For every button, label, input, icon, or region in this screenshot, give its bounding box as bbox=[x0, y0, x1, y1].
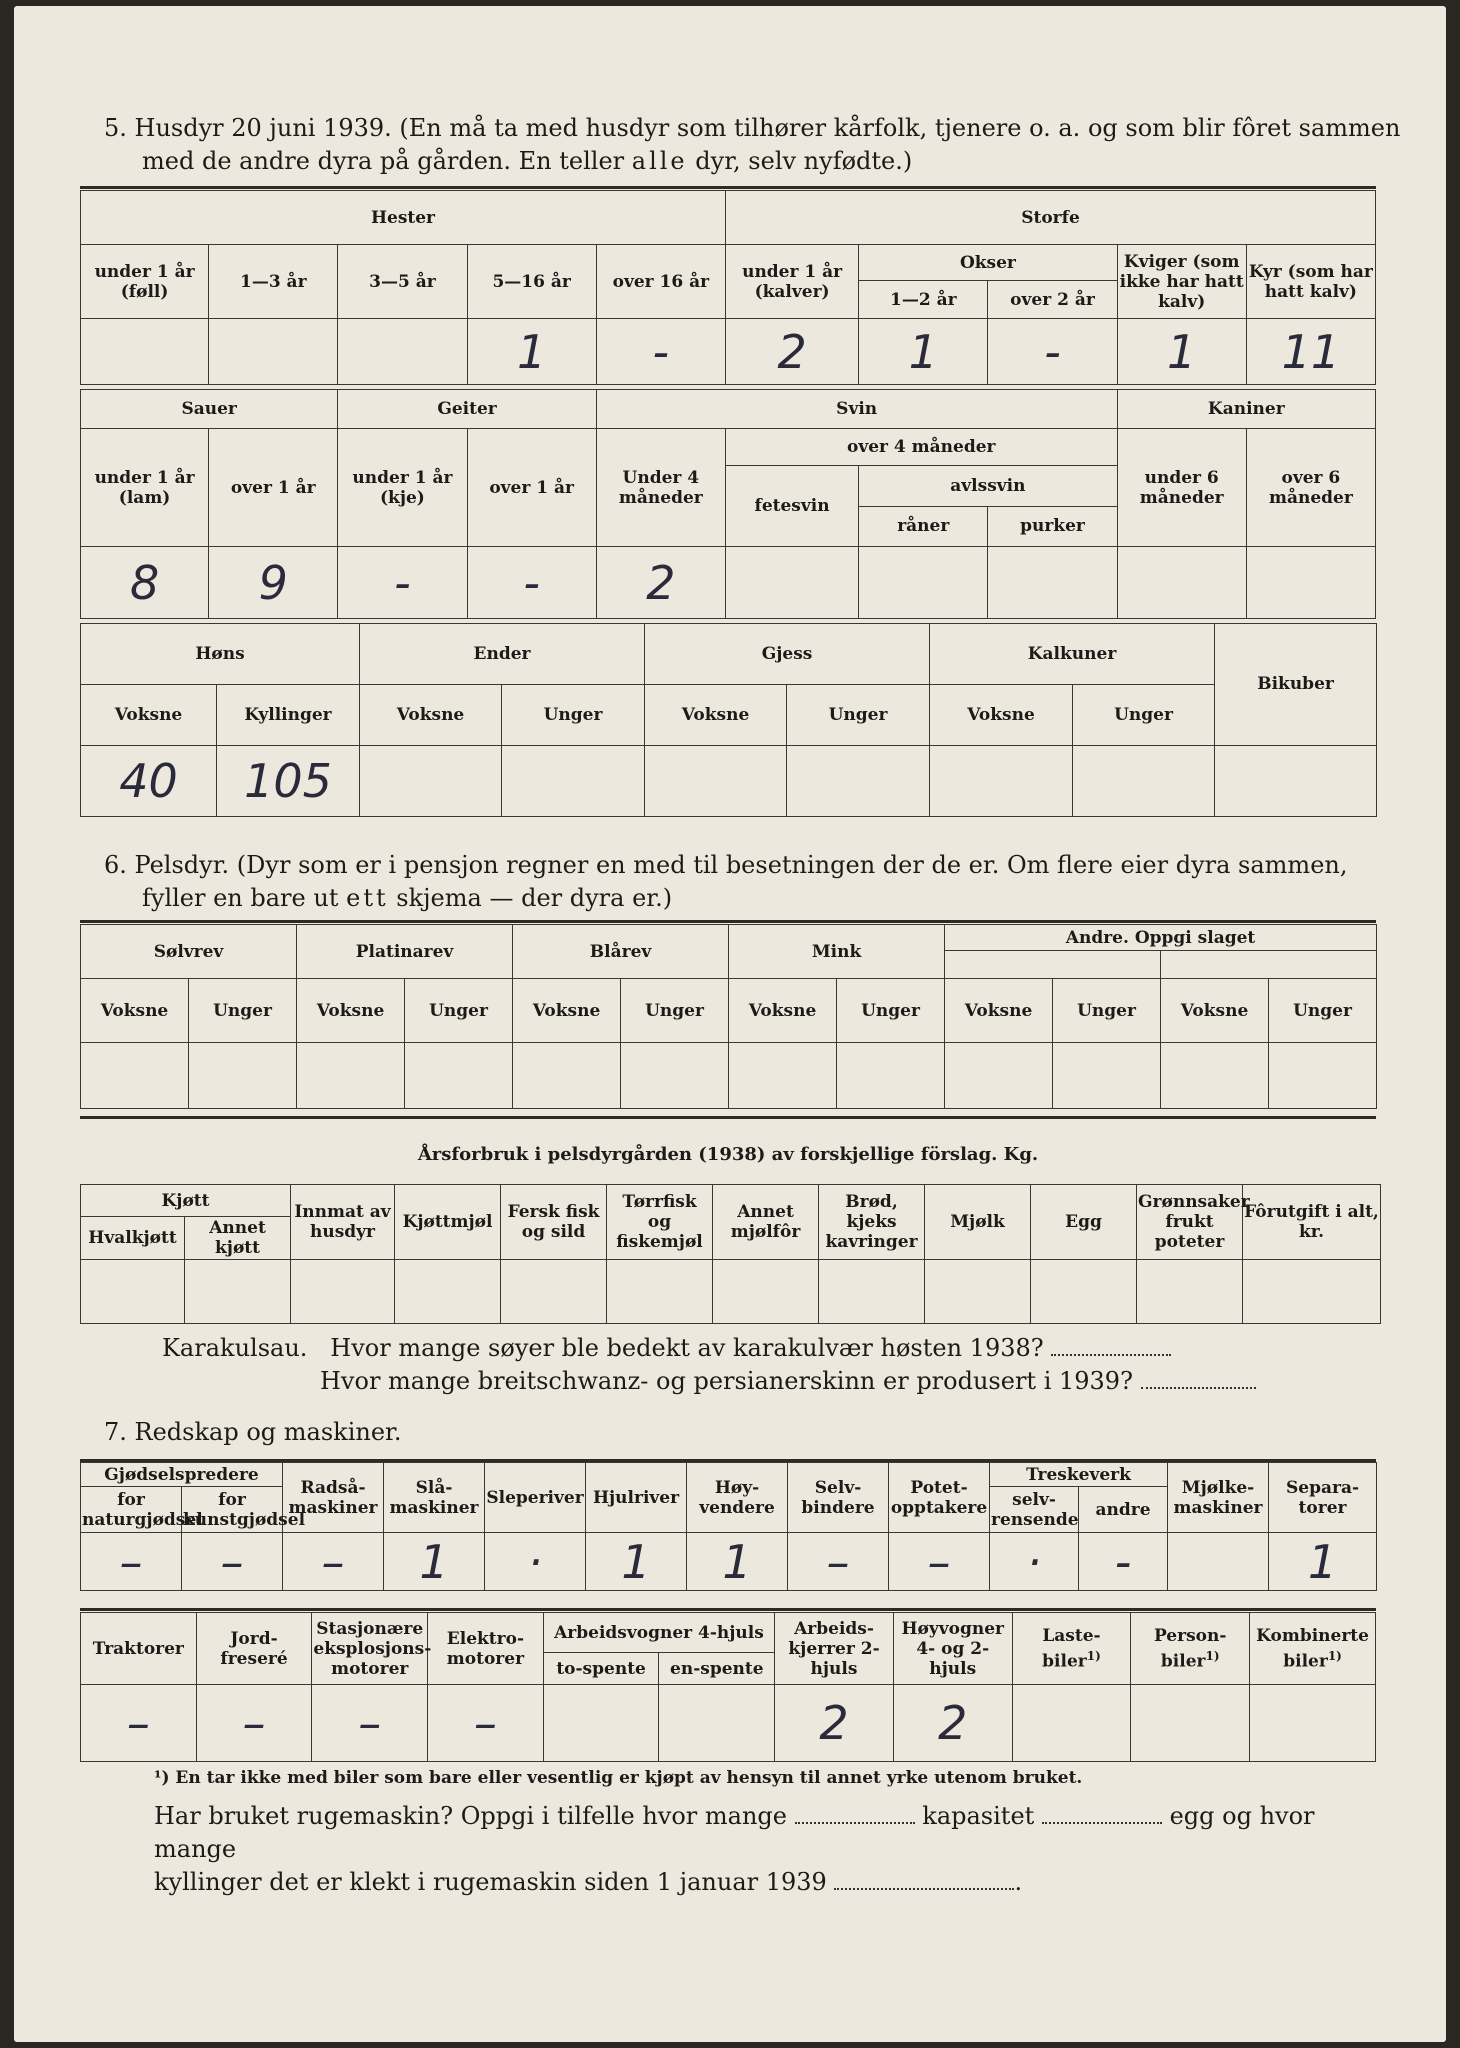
col-arbeidsvogner: Arbeidsvogner 4-hjuls bbox=[543, 1613, 774, 1653]
col-kjott: Kjøtt bbox=[81, 1185, 291, 1217]
entry[interactable]: 1 bbox=[1117, 319, 1246, 385]
entry[interactable] bbox=[1131, 1685, 1250, 1762]
entry[interactable] bbox=[621, 1043, 729, 1109]
col-sleperiver: Sleperiver bbox=[485, 1463, 586, 1533]
col-kje: under 1 år (kje) bbox=[338, 428, 467, 547]
s6-line1: 6. Pelsdyr. (Dyr som er i pensjon regner en med til besetningen der de er. Om flere eier dyra sammen, bbox=[104, 851, 1348, 879]
kombinerte-label: Kombinerte biler bbox=[1256, 1625, 1369, 1672]
col-annet-mjolfor: Annet mjølfôr bbox=[713, 1185, 819, 1260]
col-separatorer: Separa-torer bbox=[1269, 1463, 1377, 1533]
entry[interactable] bbox=[1117, 547, 1246, 619]
col-kunstgjodsel: for kunstgjødsel bbox=[182, 1487, 283, 1533]
col-andre-1[interactable] bbox=[945, 951, 1161, 979]
col-ender-voksne: Voksne bbox=[360, 684, 502, 745]
col-brod: Brød, kjeks kavringer bbox=[819, 1185, 925, 1260]
col-bikuber: Bikuber bbox=[1215, 624, 1377, 746]
entry[interactable]: – bbox=[428, 1685, 544, 1762]
col-unger: Unger bbox=[189, 979, 297, 1043]
col-hvalkjott: Hvalkjøtt bbox=[81, 1217, 185, 1260]
col-gjess-voksne: Voksne bbox=[645, 684, 787, 745]
entry[interactable] bbox=[988, 547, 1117, 619]
col-arbeidskjerrer: Arbeids-kjerrer 2-hjuls bbox=[775, 1613, 894, 1685]
ruge-q1b: kapasitet bbox=[922, 1802, 1035, 1830]
entry[interactable]: – bbox=[81, 1685, 197, 1762]
col-andre: andre bbox=[1079, 1487, 1168, 1533]
entry[interactable]: 1 bbox=[1269, 1533, 1377, 1591]
entry[interactable] bbox=[297, 1043, 405, 1109]
table-sauer-geiter-svin bbox=[80, 389, 1376, 619]
entry[interactable] bbox=[189, 1043, 297, 1109]
karakul-label: Karakulsau. bbox=[162, 1334, 308, 1362]
col-gjess: Gjess bbox=[645, 624, 930, 685]
ruge-q1a: Har bruket rugemaskin? Oppgi i tilfelle hvor mange bbox=[154, 1802, 787, 1830]
entry[interactable]: - bbox=[596, 319, 725, 385]
col-hoyvogner: Høyvogner 4- og 2-hjuls bbox=[893, 1613, 1012, 1685]
s5-line2-b: dyr, selv nyfødte.) bbox=[695, 147, 913, 175]
entry[interactable] bbox=[543, 1685, 659, 1762]
s5-alle: alle bbox=[631, 147, 688, 175]
col-platinarev: Platinarev bbox=[297, 925, 513, 979]
col-hons-voksne: Voksne bbox=[81, 684, 217, 745]
col-selvbindere: Selv-bindere bbox=[788, 1463, 889, 1533]
table-forbruk bbox=[80, 1184, 1381, 1324]
entry[interactable] bbox=[405, 1043, 513, 1109]
entry[interactable]: – bbox=[182, 1533, 283, 1591]
entry[interactable]: 9 bbox=[209, 547, 338, 619]
col-voksne: Voksne bbox=[513, 979, 621, 1043]
entry[interactable]: 105 bbox=[217, 745, 360, 816]
census-form-page bbox=[14, 6, 1446, 2042]
entry[interactable]: 2 bbox=[725, 319, 858, 385]
col-naturgjodsel: for naturgjødsel bbox=[81, 1487, 182, 1533]
section-5-heading bbox=[104, 112, 1404, 178]
col-traktorer: Traktorer bbox=[81, 1613, 197, 1685]
entry[interactable] bbox=[607, 1260, 713, 1324]
col-voksne: Voksne bbox=[729, 979, 837, 1043]
karakul-q1: Hvor mange søyer ble bedekt av karakulvær høsten 1938? bbox=[330, 1334, 1044, 1362]
s6-line2-a: fyller en bare ut bbox=[142, 884, 339, 912]
entry[interactable] bbox=[1161, 1043, 1269, 1109]
rugemaskin-block bbox=[154, 1800, 1394, 1899]
entry[interactable] bbox=[945, 1043, 1053, 1109]
rugemaskin-row-2: kyllinger det er klekt i rugemaskin siden 1 januar 1939 . bbox=[154, 1868, 1023, 1896]
karakul-a1[interactable] bbox=[1051, 1338, 1171, 1356]
col-personbiler bbox=[1131, 1613, 1250, 1685]
s6-line2 bbox=[104, 882, 1404, 915]
entry[interactable]: · bbox=[485, 1533, 586, 1591]
col-voksne: Voksne bbox=[81, 979, 189, 1043]
entry[interactable] bbox=[185, 1260, 291, 1324]
col-radsa: Radså-maskiner bbox=[283, 1463, 384, 1533]
entry[interactable] bbox=[925, 1260, 1031, 1324]
ruge-kyllinger[interactable] bbox=[834, 1872, 1014, 1890]
rule bbox=[80, 1116, 1376, 1119]
karakul-row-2 bbox=[162, 1365, 1412, 1398]
lastebiler-label: Laste-biler bbox=[1042, 1625, 1101, 1672]
entry[interactable] bbox=[502, 745, 645, 816]
entry[interactable]: 2 bbox=[596, 547, 725, 619]
col-ender-unger: Unger bbox=[502, 684, 645, 745]
col-svin-under4: Under 4 måneder bbox=[596, 428, 725, 547]
s5-line2-a: med de andre dyra på gården. En teller bbox=[142, 147, 625, 175]
entry[interactable] bbox=[81, 319, 209, 385]
karakul-q2: Hvor mange breitschwanz- og persianerskinn er produsert i 1939? bbox=[320, 1367, 1133, 1395]
col-mjolkemaskiner: Mjølke-maskiner bbox=[1168, 1463, 1269, 1533]
col-unger: Unger bbox=[837, 979, 945, 1043]
footnote-mark: 1) bbox=[1086, 1648, 1101, 1663]
table-fjorfe bbox=[80, 623, 1377, 817]
col-torrfisk: Tørrfisk og fiskemjøl bbox=[607, 1185, 713, 1260]
table-hester-storfe bbox=[80, 190, 1376, 385]
entry[interactable]: - bbox=[988, 319, 1117, 385]
entry[interactable] bbox=[1168, 1533, 1269, 1591]
entry[interactable]: - bbox=[1079, 1533, 1168, 1591]
entry[interactable]: 8 bbox=[81, 547, 209, 619]
col-over16: over 16 år bbox=[596, 245, 725, 319]
col-blarev: Blårev bbox=[513, 925, 729, 979]
entry[interactable] bbox=[1053, 1043, 1161, 1109]
col-kaniner: Kaniner bbox=[1117, 390, 1375, 429]
entry[interactable] bbox=[859, 547, 988, 619]
entry[interactable] bbox=[930, 745, 1073, 816]
entry[interactable] bbox=[725, 547, 858, 619]
rule bbox=[80, 920, 1376, 923]
col-fetesvin: fetesvin bbox=[725, 465, 858, 547]
col-kjottmjol: Kjøttmjøl bbox=[395, 1185, 501, 1260]
entry[interactable] bbox=[645, 745, 787, 816]
entry[interactable] bbox=[729, 1043, 837, 1109]
col-kombinerte-biler bbox=[1250, 1613, 1376, 1685]
col-storfe: Storfe bbox=[725, 191, 1375, 245]
col-5-16: 5—16 år bbox=[467, 245, 596, 319]
col-enspente: en-spente bbox=[659, 1653, 775, 1685]
table-motorer-vogner bbox=[80, 1612, 1376, 1762]
section-6-heading bbox=[104, 849, 1404, 915]
col-kviger: Kviger (som ikke har hatt kalv) bbox=[1117, 245, 1246, 319]
col-unger: Unger bbox=[1269, 979, 1377, 1043]
entry[interactable] bbox=[1243, 1260, 1381, 1324]
col-kyllinger: Kyllinger bbox=[217, 684, 360, 745]
entry[interactable] bbox=[659, 1685, 775, 1762]
entry[interactable]: – bbox=[196, 1685, 312, 1762]
col-stasjonaere-motorer: Stasjonære eksplosjons-motorer bbox=[312, 1613, 428, 1685]
rugemaskin-row-1 bbox=[154, 1800, 1394, 1866]
col-sla: Slå-maskiner bbox=[384, 1463, 485, 1533]
entry[interactable]: – bbox=[312, 1685, 428, 1762]
col-okser: Okser bbox=[859, 245, 1117, 281]
entry[interactable]: 2 bbox=[893, 1685, 1012, 1762]
col-kalkuner: Kalkuner bbox=[930, 624, 1215, 685]
col-unger: Unger bbox=[405, 979, 513, 1043]
entry[interactable] bbox=[713, 1260, 819, 1324]
col-gronnsaker: Grønnsaker frukt poteter bbox=[1137, 1185, 1243, 1260]
ruge-q2: kyllinger det er klekt i rugemaskin siden 1 januar 1939 bbox=[154, 1868, 827, 1896]
entry[interactable] bbox=[1031, 1260, 1137, 1324]
col-gjess-unger: Unger bbox=[787, 684, 930, 745]
col-egg: Egg bbox=[1031, 1185, 1137, 1260]
entry[interactable]: · bbox=[990, 1533, 1079, 1591]
entry[interactable] bbox=[837, 1043, 945, 1109]
karakul-row-1 bbox=[162, 1332, 1412, 1365]
footnote-mark: 1) bbox=[1327, 1648, 1342, 1663]
forbruk-title: Årsforbruk i pelsdyrgården (1938) av forskjellige förslag. Kg. bbox=[417, 1144, 1039, 1165]
entry[interactable] bbox=[360, 745, 502, 816]
entry[interactable] bbox=[81, 1260, 185, 1324]
col-geit-over1: over 1 år bbox=[467, 428, 596, 547]
col-solvrev: Sølvrev bbox=[81, 925, 297, 979]
col-mjolk: Mjølk bbox=[925, 1185, 1031, 1260]
col-elektromotorer: Elektro-motorer bbox=[428, 1613, 544, 1685]
col-1-3: 1—3 år bbox=[209, 245, 338, 319]
col-lastebiler bbox=[1012, 1613, 1131, 1685]
col-purker: purker bbox=[988, 506, 1117, 547]
entry[interactable]: – bbox=[283, 1533, 384, 1591]
ruge-q1c: egg og hvor mange bbox=[154, 1802, 1315, 1863]
col-potetopptakere: Potet-opptakere bbox=[889, 1463, 990, 1533]
entry[interactable]: – bbox=[81, 1533, 182, 1591]
ruge-antall[interactable] bbox=[795, 1806, 915, 1824]
col-3-5: 3—5 år bbox=[338, 245, 467, 319]
karakul-a2[interactable] bbox=[1141, 1371, 1256, 1389]
col-forutgift: Fôrutgift i alt, kr. bbox=[1243, 1185, 1381, 1260]
col-innmat: Innmat av husdyr bbox=[291, 1185, 395, 1260]
entry[interactable] bbox=[209, 319, 338, 385]
s5-line2 bbox=[104, 145, 1404, 178]
entry[interactable]: 1 bbox=[586, 1533, 687, 1591]
col-jordfresere: Jord-freseré bbox=[196, 1613, 312, 1685]
ruge-kapasitet[interactable] bbox=[1042, 1806, 1162, 1824]
col-hons: Høns bbox=[81, 624, 360, 685]
karakul-block bbox=[162, 1332, 1412, 1398]
col-hester: Hester bbox=[81, 191, 726, 245]
col-sauer: Sauer bbox=[81, 390, 338, 429]
col-svin-over4: over 4 måneder bbox=[725, 428, 1117, 465]
col-avlssvin: avlssvin bbox=[859, 465, 1117, 506]
entry[interactable]: 2 bbox=[775, 1685, 894, 1762]
col-sau-over1: over 1 år bbox=[209, 428, 338, 547]
table-redskap bbox=[80, 1462, 1377, 1591]
entry[interactable]: - bbox=[467, 547, 596, 619]
col-svin: Svin bbox=[596, 390, 1117, 429]
entry[interactable] bbox=[1246, 547, 1375, 619]
col-lam: under 1 år (lam) bbox=[81, 428, 209, 547]
s5-line1: 5. Husdyr 20 juni 1939. (En må ta med husdyr som tilhører kårfolk, tjenere o. a. og som blir fôret sammen bbox=[104, 114, 1401, 142]
col-andre: Andre. Oppgi slaget bbox=[945, 925, 1377, 951]
col-selvrensende: selv-rensende bbox=[990, 1487, 1079, 1533]
personbiler-label: Person-biler bbox=[1153, 1625, 1227, 1672]
col-unger: Unger bbox=[621, 979, 729, 1043]
entry[interactable]: 1 bbox=[384, 1533, 485, 1591]
entry[interactable] bbox=[1012, 1685, 1131, 1762]
entry[interactable] bbox=[1269, 1043, 1377, 1109]
table-pelsdyr bbox=[80, 924, 1377, 1109]
col-unger: Unger bbox=[1053, 979, 1161, 1043]
col-kanin-under6: under 6 måneder bbox=[1117, 428, 1246, 547]
col-kyr: Kyr (som har hatt kalv) bbox=[1246, 245, 1375, 319]
col-kalkun-voksne: Voksne bbox=[930, 684, 1073, 745]
col-andre-2[interactable] bbox=[1161, 951, 1377, 979]
entry[interactable] bbox=[513, 1043, 621, 1109]
col-ender: Ender bbox=[360, 624, 645, 685]
col-foll: under 1 år (føll) bbox=[81, 245, 209, 319]
col-raner: råner bbox=[859, 506, 988, 547]
entry[interactable] bbox=[787, 745, 930, 816]
col-hjulriver: Hjulriver bbox=[586, 1463, 687, 1533]
footnote-mark: 1) bbox=[1205, 1648, 1220, 1663]
s6-ett: ett bbox=[346, 884, 389, 912]
col-voksne: Voksne bbox=[1161, 979, 1269, 1043]
s6-line2-b: skjema — der dyra er.) bbox=[396, 884, 673, 912]
entry[interactable] bbox=[338, 319, 467, 385]
entry[interactable]: 11 bbox=[1246, 319, 1375, 385]
entry[interactable] bbox=[1137, 1260, 1243, 1324]
footnote: ¹) En tar ikke med biler som bare eller vesentlig er kjøpt av hensyn til annet yrke utenom bruket. bbox=[154, 1768, 1083, 1788]
rule bbox=[80, 1608, 1376, 1611]
entry[interactable] bbox=[81, 1043, 189, 1109]
entry[interactable] bbox=[1073, 745, 1215, 816]
entry[interactable]: 40 bbox=[81, 745, 217, 816]
section-7-heading: 7. Redskap og maskiner. bbox=[104, 1418, 402, 1446]
col-tospente: to-spente bbox=[543, 1653, 659, 1685]
entry[interactable]: 1 bbox=[687, 1533, 788, 1591]
col-treskeverk: Treskeverk bbox=[990, 1463, 1168, 1487]
col-voksne: Voksne bbox=[945, 979, 1053, 1043]
entry[interactable] bbox=[1250, 1685, 1376, 1762]
col-voksne: Voksne bbox=[297, 979, 405, 1043]
rule bbox=[80, 186, 1376, 189]
entry[interactable]: – bbox=[788, 1533, 889, 1591]
col-mink: Mink bbox=[729, 925, 945, 979]
col-fersk-fisk: Fersk fisk og sild bbox=[501, 1185, 607, 1260]
col-okser-1-2: 1—2 år bbox=[859, 281, 988, 319]
entry[interactable] bbox=[819, 1260, 925, 1324]
entry[interactable]: – bbox=[889, 1533, 990, 1591]
col-okser-over2: over 2 år bbox=[988, 281, 1117, 319]
col-kanin-over6: over 6 måneder bbox=[1246, 428, 1375, 547]
col-annet-kjott: Annet kjøtt bbox=[185, 1217, 291, 1260]
entry[interactable]: - bbox=[338, 547, 467, 619]
entry[interactable] bbox=[291, 1260, 395, 1324]
entry[interactable] bbox=[1215, 745, 1377, 816]
entry[interactable] bbox=[501, 1260, 607, 1324]
col-kalkun-unger: Unger bbox=[1073, 684, 1215, 745]
entry[interactable]: 1 bbox=[859, 319, 988, 385]
col-gjodselspredere: Gjødselspredere bbox=[81, 1463, 283, 1487]
entry[interactable] bbox=[395, 1260, 501, 1324]
entry[interactable]: 1 bbox=[467, 319, 596, 385]
col-kalver: under 1 år (kalver) bbox=[725, 245, 858, 319]
col-hoyvendere: Høy-vendere bbox=[687, 1463, 788, 1533]
col-geiter: Geiter bbox=[338, 390, 596, 429]
